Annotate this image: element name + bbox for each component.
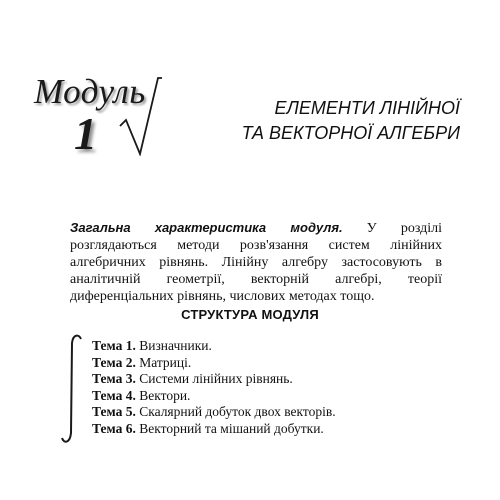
topic-text: Визначники. — [135, 338, 212, 353]
title-line-2: ТА ВЕКТОРНОЇ АЛГЕБРИ — [241, 123, 460, 143]
module-characteristic — [70, 219, 442, 305]
topic-label: Тема 6. — [92, 420, 136, 436]
topics-list — [92, 338, 336, 437]
list-item — [92, 388, 336, 405]
module-word: Модуль — [34, 72, 146, 111]
topic-label: Тема 4. — [92, 387, 136, 403]
module-title — [200, 96, 460, 146]
topic-label: Тема 2. — [92, 354, 136, 370]
topic-text: Векторний та мішаний добутки. — [135, 420, 324, 436]
list-item — [92, 421, 336, 438]
list-item — [92, 355, 336, 372]
characteristic-lead: Загальна характеристика модуля. — [70, 220, 343, 235]
integral-sign-icon — [60, 333, 84, 445]
characteristic-text: У розділі розглядаються методи розв'язання систем лінійних алгебричних рівнянь. Лінійну алгебру застосовують в аналітичній геометрії, векторній алгебрі, теорії диференціальних рівнянь, числових методах тощо. — [70, 221, 442, 304]
list-item — [92, 338, 336, 355]
square-root-sign-icon — [118, 76, 162, 156]
topic-text: Матриці. — [135, 354, 192, 370]
structure-heading: СТРУКТУРА МОДУЛЯ — [181, 307, 319, 322]
module-number: 1 — [74, 108, 97, 159]
list-item — [92, 404, 336, 421]
topic-text: Скалярний добуток двох векторів. — [135, 404, 336, 419]
topic-label: Тема 3. — [92, 371, 136, 386]
topic-text: Вектори. — [135, 387, 191, 403]
title-line-1: ЕЛЕМЕНТИ ЛІНІЙНОЇ — [274, 98, 460, 118]
list-item — [92, 371, 336, 388]
topic-text: Системи лінійних рівнянь. — [135, 371, 293, 386]
topic-label: Тема 5. — [92, 404, 136, 419]
topic-label: Тема 1. — [92, 338, 136, 353]
